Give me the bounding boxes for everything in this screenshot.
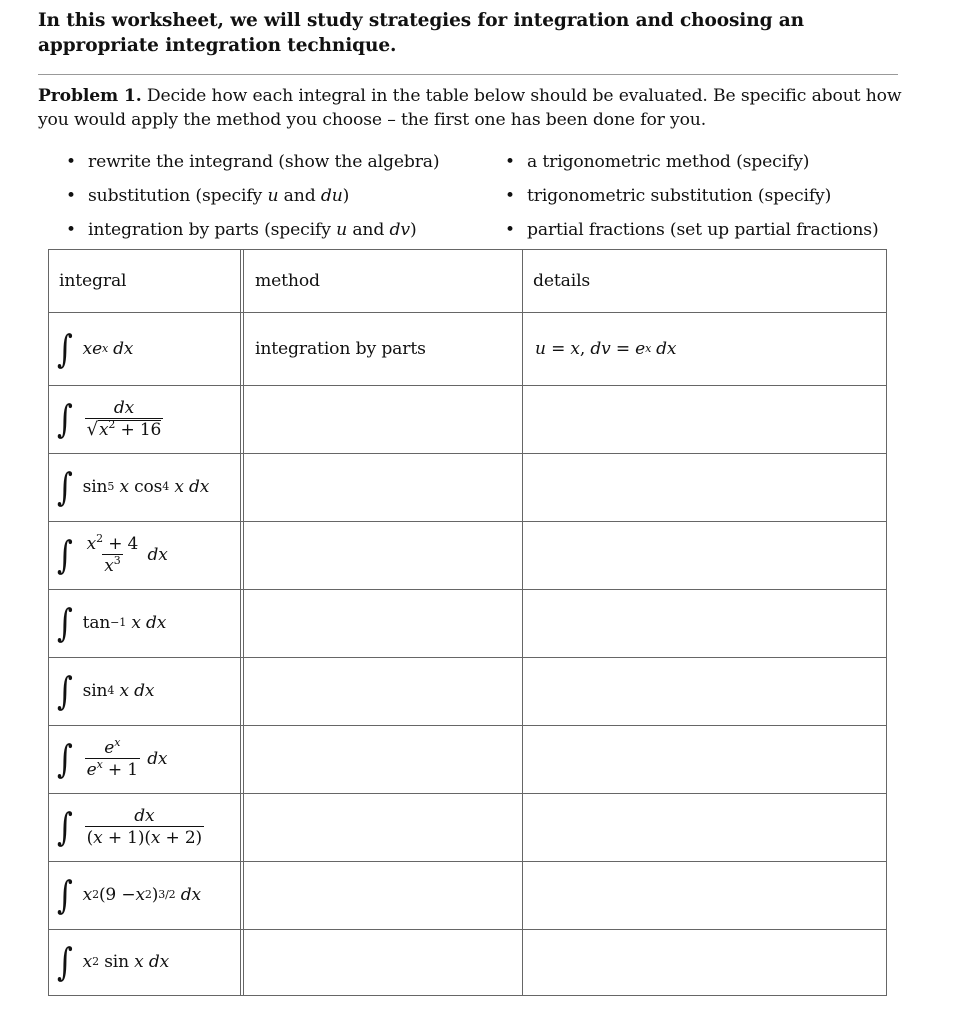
header-method: method [255, 271, 320, 291]
method-list-right [505, 150, 879, 252]
row-divider [49, 725, 886, 726]
method-option: partial fractions (set up partial fractions) [527, 220, 879, 240]
details-cell: u = x , dv = e x dx [535, 338, 677, 359]
column-divider [240, 250, 241, 995]
bullet-icon: • [505, 220, 515, 240]
list-item [66, 218, 439, 252]
list-item [505, 150, 879, 184]
integral-sign: ∫ [56, 326, 73, 371]
row-divider [49, 385, 886, 386]
row-divider [49, 929, 886, 930]
integral-sign: ∫ [56, 669, 73, 713]
bullet-icon: • [66, 220, 76, 240]
integral-cell: ∫ x e x dx [56, 326, 134, 371]
method-option: substitution (specify u and du) [88, 186, 350, 206]
bullet-icon: • [66, 152, 76, 172]
list-item [505, 184, 879, 218]
divider [38, 74, 898, 75]
integral-cell: ∫ sin 4 x dx [56, 669, 155, 713]
row-divider [49, 657, 886, 658]
integral-cell: ∫ x 2 sin x dx [56, 940, 170, 984]
method-cell: integration by parts [255, 338, 426, 359]
list-item [66, 150, 439, 184]
row-divider [49, 521, 886, 522]
integral-sign: ∫ [56, 465, 73, 509]
header-integral: integral [59, 271, 127, 291]
integral-sign: ∫ [56, 737, 73, 781]
problem-statement [38, 84, 908, 132]
integral-sign: ∫ [56, 940, 73, 984]
row-divider [49, 589, 886, 590]
integral-sign: ∫ [56, 397, 73, 441]
method-option: a trigonometric method (specify) [527, 152, 810, 172]
integral-sign: ∫ [56, 873, 73, 917]
integral-cell: ∫ $\frac{dx}{(x + 1)(x + 2)}$ [56, 805, 203, 849]
integral-cell: ∫ tan −1 x dx [56, 601, 167, 645]
integral-cell: ∫ sin 5 x cos 4 x dx [56, 465, 210, 509]
method-option: rewrite the integrand (show the algebra) [88, 152, 440, 172]
list-item [505, 218, 879, 252]
list-item [66, 184, 439, 218]
integral-cell: ∫ x 2 (9 − x 2 ) 3/2 dx [56, 873, 201, 917]
bullet-icon: • [505, 152, 515, 172]
integral-table [48, 249, 887, 996]
bullet-icon: • [66, 186, 76, 206]
integral-sign: ∫ [56, 601, 73, 645]
integral-cell: ∫ $\frac{e^x}{e^x + 1}$ dx [56, 736, 168, 781]
column-divider [522, 250, 523, 995]
integral-cell: ∫ dx √ $x^2 + 16$ [56, 397, 162, 441]
method-option: integration by parts (specify u and dv) [88, 220, 417, 240]
integral-sign: ∫ [56, 533, 73, 577]
problem-text: Decide how each integral in the table below should be evaluated. Be specific about how you would apply the method you choose – the first one has been done for you. [38, 86, 902, 130]
problem-label: Problem 1. [38, 86, 142, 106]
row-divider [49, 312, 886, 313]
integral-sign: ∫ [56, 805, 73, 849]
integral-cell: ∫ $\frac{x^2 + 4}{x^3}$ dx [56, 532, 168, 577]
intro-text: In this worksheet, we will study strategies for integration and choosing an appropriate integration technique. [38, 10, 804, 56]
header-details: details [533, 271, 591, 291]
method-option: trigonometric substitution (specify) [527, 186, 832, 206]
method-list-left [66, 150, 439, 252]
column-divider [243, 250, 244, 995]
bullet-icon: • [505, 186, 515, 206]
